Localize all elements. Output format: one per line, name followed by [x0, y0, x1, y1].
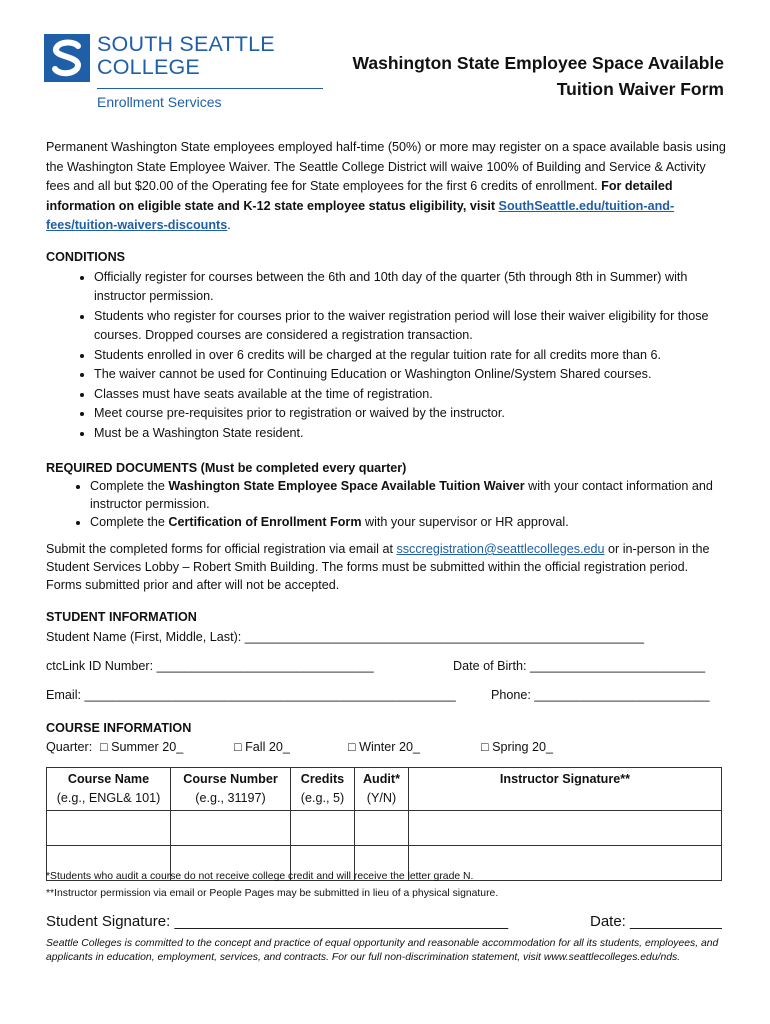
column-example: (Y/N): [366, 791, 397, 805]
req-doc-bold: Certification of Enrollment Form: [168, 515, 362, 529]
college-s-emblem-icon: [44, 34, 90, 82]
column-label: Credits: [300, 772, 345, 786]
student-name-label: Student Name (First, Middle, Last):: [46, 630, 245, 644]
instructor-footnote: **Instructor permission via email or People Pages may be submitted in lieu of a physical signature.: [46, 888, 499, 899]
intro-after-link: .: [227, 218, 231, 232]
dob-row: [453, 659, 705, 673]
required-document-item: [90, 477, 726, 513]
conditions-section: [46, 248, 726, 443]
logo-name: [97, 33, 275, 79]
student-name-field[interactable]: _________________________________________________________: [244, 630, 645, 644]
column-example: (e.g., 5): [300, 791, 345, 805]
logo-name-line2: COLLEGE: [97, 55, 200, 79]
email-field[interactable]: _____________________________________________________: [84, 688, 456, 702]
req-doc-post: with your supervisor or HR approval.: [361, 515, 569, 529]
instructor-signature-header: [409, 768, 722, 811]
table-row: [47, 811, 722, 846]
email-label: Email:: [46, 688, 85, 702]
student-signature-field[interactable]: ________________________________________: [174, 913, 509, 930]
form-title-line2: Tuition Waiver Form: [556, 79, 724, 99]
intro-bold-text: For detailed information on eligible state and K-12 state employee status eligibility, visit: [46, 179, 673, 213]
student-info-heading: STUDENT INFORMATION: [46, 610, 197, 624]
intro-text: Permanent Washington State employees employed half-time (50%) or more may register on a space available basis using the Washington State Employee Waiver. The Seattle College District will waive 100% of Building and Service & Activity fees and all but $20.00 of the Operating fee for State employees for the first 6 credits of enrollment.: [46, 140, 726, 193]
quarter-row: [46, 740, 726, 760]
phone-field[interactable]: _________________________: [534, 688, 710, 702]
footnotes: [46, 868, 498, 902]
course-number-cell[interactable]: [171, 811, 291, 846]
condition-item: • Classes must have seats available at the time of registration.: [94, 385, 726, 405]
instructor-signature-cell[interactable]: [409, 811, 722, 846]
column-label: Audit*: [362, 772, 401, 786]
condition-item: • Students who register for courses prior to the waiver registration period will lose their waiver eligibility for those courses. Dropped courses are considered a registration transaction.: [94, 307, 726, 346]
column-example: (e.g., 31197): [195, 791, 266, 805]
condition-item: • Officially register for courses between the 6th and 10th day of the quarter (5th through 8th in Summer) with instructor permission.: [94, 268, 726, 307]
dob-label: Date of Birth:: [453, 659, 530, 673]
signature-row: [46, 913, 726, 930]
dob-field[interactable]: _________________________: [530, 659, 706, 673]
condition-item: • Must be a Washington State resident.: [94, 424, 726, 444]
audit-cell[interactable]: [355, 811, 409, 846]
req-doc-post: with your contact information and instructor permission.: [90, 479, 713, 511]
condition-item: • Meet course pre-requisites prior to registration or waived by the instructor.: [94, 404, 726, 424]
condition-item: • The waiver cannot be used for Continuing Education or Washington Online/System Shared courses.: [94, 365, 726, 385]
required-documents-list: [46, 477, 726, 531]
audit-header: [355, 768, 409, 811]
quarter-option-winter[interactable]: □ Winter 20_: [348, 740, 421, 754]
ctclink-field[interactable]: _______________________________: [156, 659, 374, 673]
course-table: [46, 767, 722, 881]
course-name-header: [47, 768, 171, 811]
column-label: Instructor Signature**: [499, 772, 631, 786]
course-info-heading: COURSE INFORMATION: [46, 721, 192, 735]
ctclink-row: [46, 659, 374, 673]
conditions-heading: CONDITIONS: [46, 250, 126, 264]
req-doc-bold: Washington State Employee Space Available Tuition Waiver: [168, 479, 525, 493]
phone-label: Phone:: [491, 688, 535, 702]
submit-pre: Submit the completed forms for official registration via email at: [46, 542, 397, 556]
tuition-waivers-link[interactable]: SouthSeattle.edu/tuition-and-fees/tuition-waivers-discounts: [46, 198, 675, 232]
date-group: [590, 913, 722, 930]
column-example: (e.g., ENGL& 101): [56, 791, 161, 805]
required-documents-section: [46, 459, 726, 531]
course-name-cell[interactable]: [47, 811, 171, 846]
phone-row: [491, 688, 710, 702]
audit-footnote: *Students who audit a course do not receive college credit and will receive the letter grade N.: [46, 871, 474, 882]
quarter-label: Quarter:: [46, 740, 93, 754]
column-label: Course Number: [183, 772, 278, 786]
college-logo: [44, 34, 284, 114]
form-title-line1: Washington State Employee Space Available: [352, 53, 724, 73]
quarter-option-spring[interactable]: □ Spring 20_: [481, 740, 554, 754]
course-table-header: [47, 768, 722, 811]
email-row: [46, 688, 456, 702]
quarter-option-summer[interactable]: □ Summer 20_: [100, 740, 184, 754]
credits-header: [291, 768, 355, 811]
required-document-item: [90, 513, 726, 531]
nondiscrimination-statement: Seattle Colleges is committed to the concept and practice of equal opportunity and reasonable accommodation for all its students, employees, and applicants in education, employment, services, and contracts. For our full non-discrimination statement, visit www.seattlecolleges.edu/nds.: [46, 938, 719, 963]
course-number-header: [171, 768, 291, 811]
intro-paragraph: [46, 138, 726, 236]
quarter-option-fall[interactable]: □ Fall 20_: [234, 740, 290, 754]
logo-name-line1: SOUTH SEATTLE: [97, 32, 275, 56]
submit-instructions: [46, 540, 726, 594]
credits-cell[interactable]: [291, 811, 355, 846]
student-signature-label: Student Signature:: [46, 913, 175, 930]
ctclink-label: ctcLink ID Number:: [46, 659, 157, 673]
logo-divider: [97, 88, 323, 89]
logo-subtitle: Enrollment Services: [97, 94, 222, 110]
date-field[interactable]: ___________: [630, 913, 722, 930]
required-documents-heading: REQUIRED DOCUMENTS (Must be completed every quarter): [46, 461, 407, 475]
submit-post: or in-person in the Student Services Lobby – Robert Smith Building. The forms must be submitted within the official registration period. Forms submitted prior and after will not be accepted.: [46, 542, 710, 592]
req-doc-pre: Complete the: [90, 479, 169, 493]
conditions-list: [46, 268, 726, 444]
student-name-row: [46, 630, 726, 644]
registration-email-link[interactable]: ssccregistration@seattlecolleges.edu: [396, 542, 605, 556]
form-title: [353, 50, 725, 102]
condition-item: • Students enrolled in over 6 credits will be charged at the regular tuition rate for all credits more than 6.: [94, 346, 726, 366]
column-label: Course Name: [67, 772, 150, 786]
date-label: Date:: [590, 913, 631, 930]
req-doc-pre: Complete the: [90, 515, 169, 529]
